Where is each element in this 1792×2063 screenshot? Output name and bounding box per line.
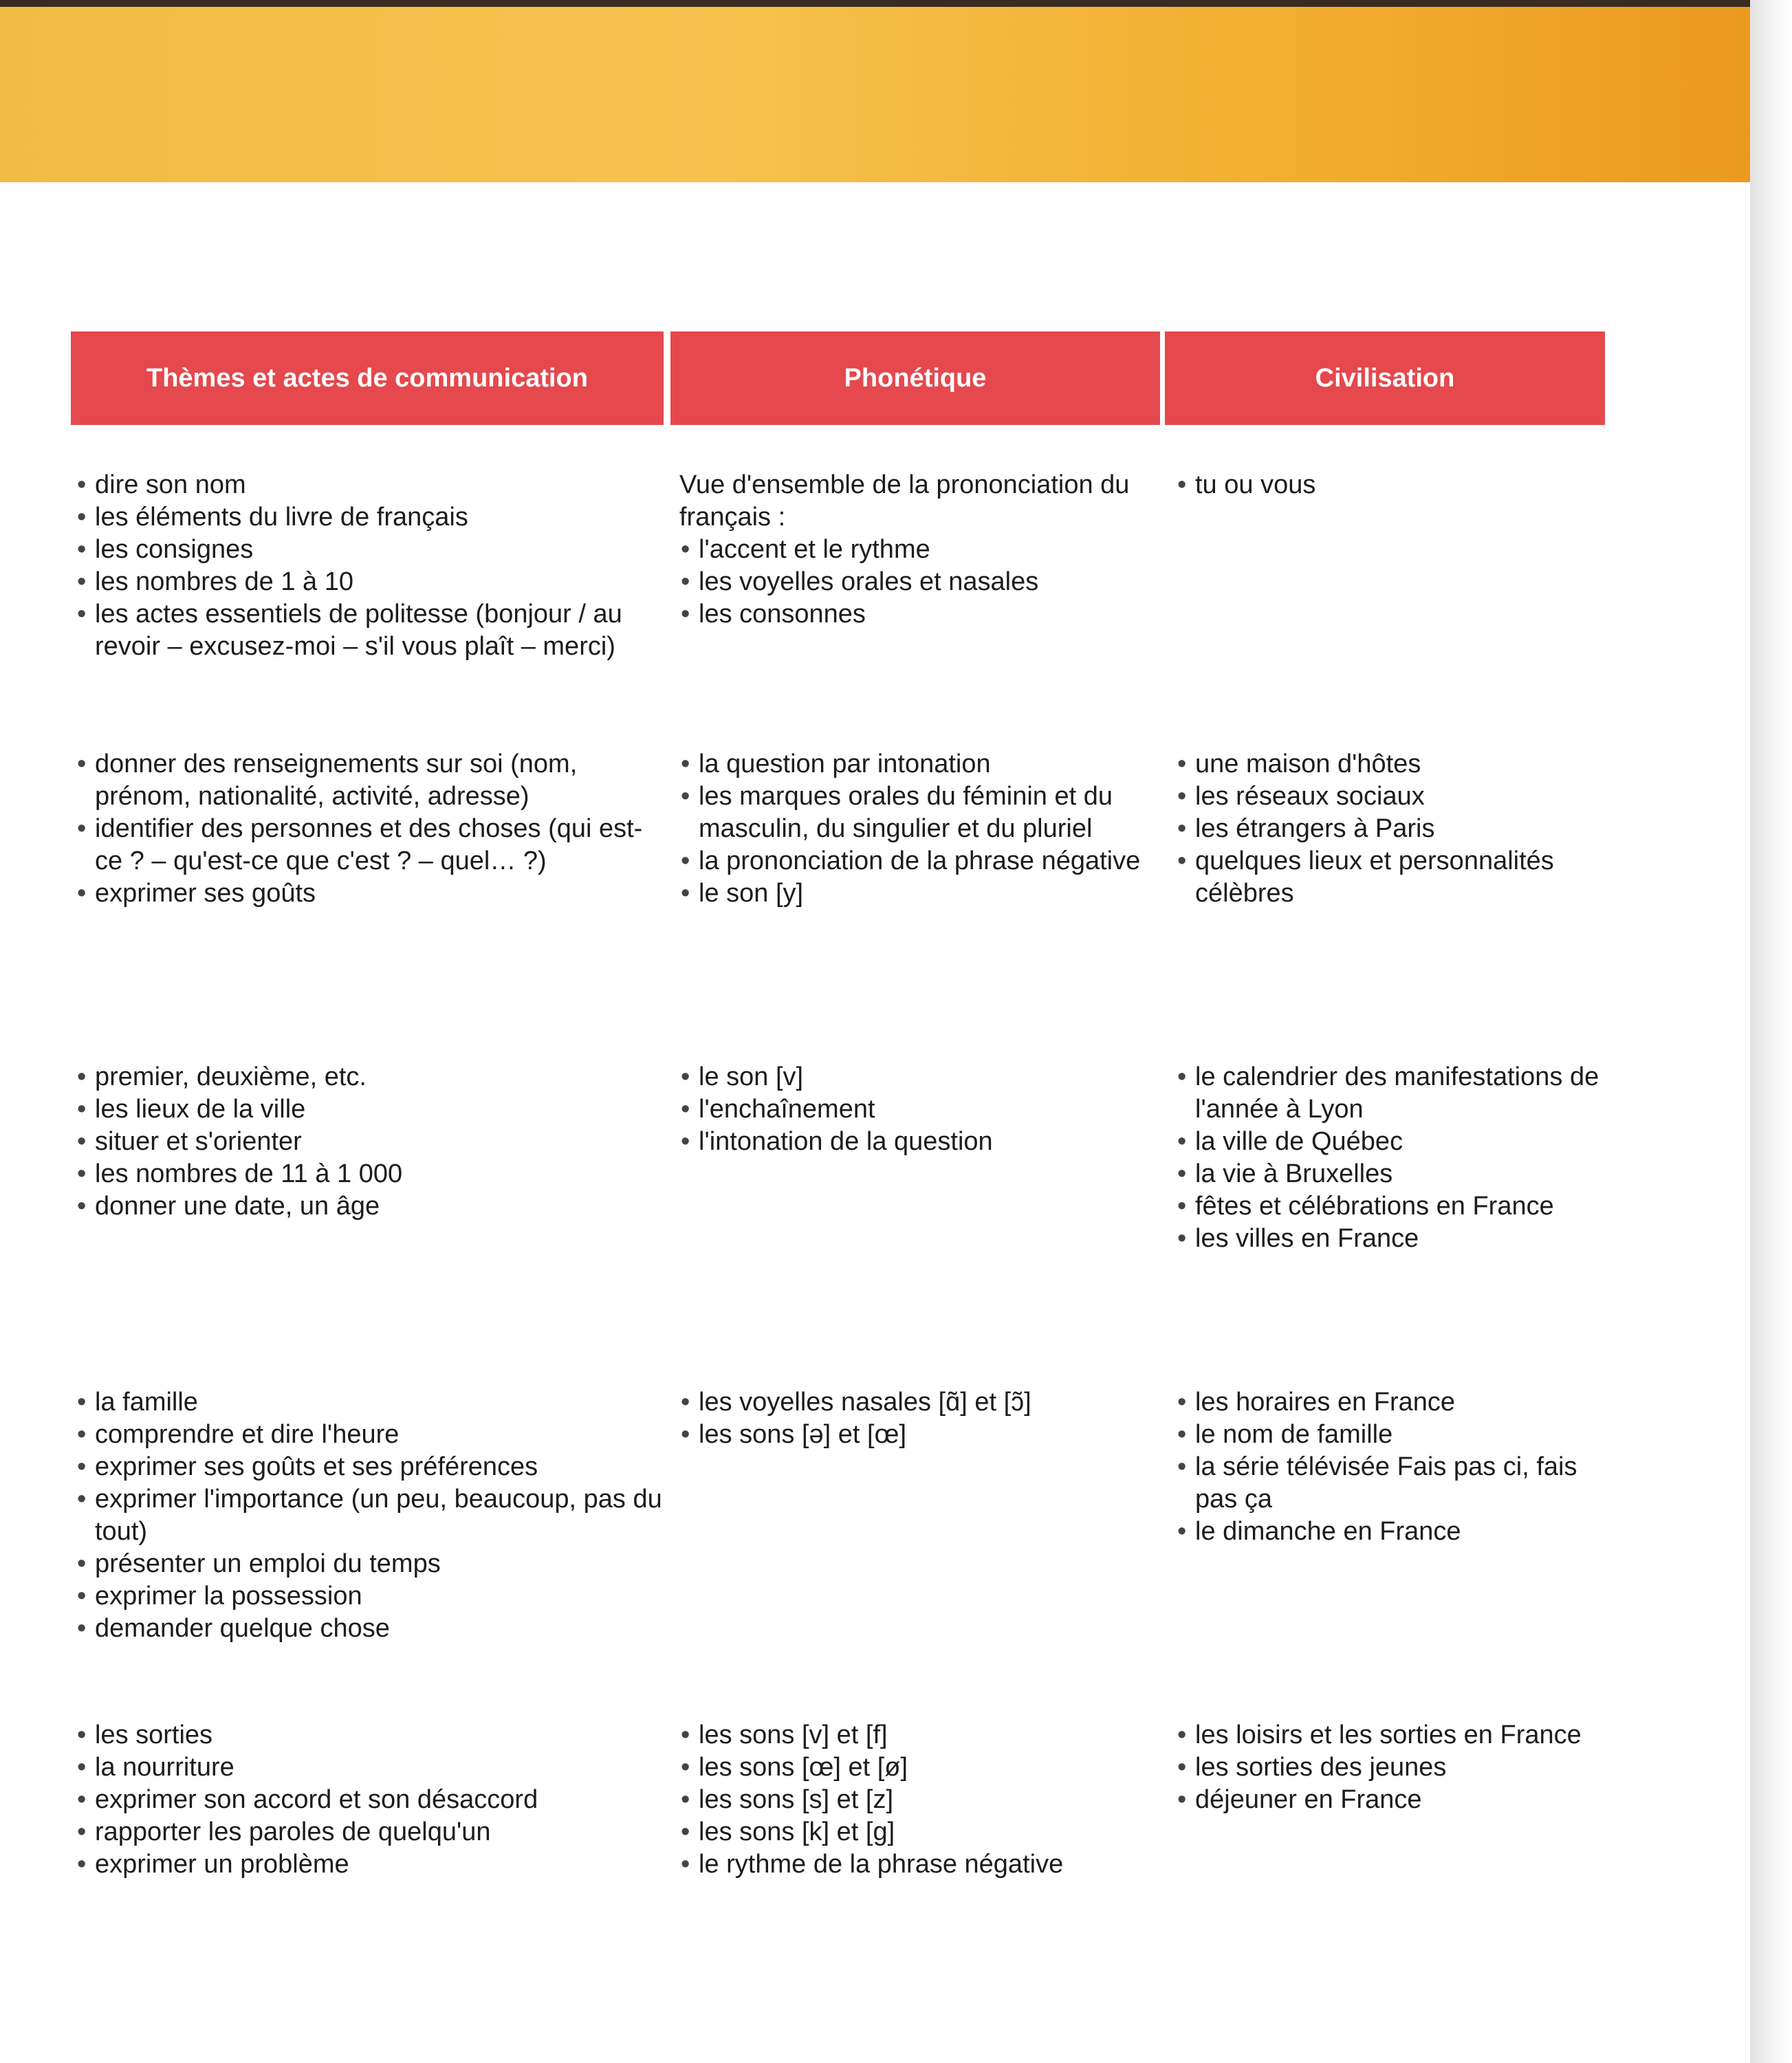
list-item: • premier, deuxième, etc.	[76, 1061, 667, 1093]
list-item: • la vie à Bruxelles	[1176, 1158, 1616, 1190]
row5-civilisation	[1176, 1719, 1616, 1816]
header-civilisation	[1165, 331, 1605, 425]
list-item: • les sons [œ] et [ø]	[679, 1751, 1161, 1784]
row1-themes	[76, 469, 667, 663]
header-themes-label: Thèmes et actes de communication	[146, 364, 588, 393]
list-item: • les sons [ə] et [œ]	[679, 1419, 1161, 1451]
list-item: • exprimer ses goûts et ses préférences	[76, 1451, 667, 1483]
list-item: • les étrangers à Paris	[1176, 813, 1616, 845]
list-item: • exprimer son accord et son désaccord	[76, 1784, 667, 1816]
list-item: • les marques orales du féminin et du masculin, du singulier et du pluriel	[679, 781, 1161, 845]
row4-civilisation	[1176, 1386, 1616, 1548]
list-item: • les sorties	[76, 1719, 667, 1751]
orange-header-band	[0, 7, 1750, 182]
list-item: • tu ou vous	[1176, 469, 1616, 501]
list-item: • le rythme de la phrase négative	[679, 1848, 1161, 1881]
row1-phonetique	[679, 469, 1161, 631]
header-phonetique	[670, 331, 1160, 425]
row3-phonetique	[679, 1061, 1161, 1158]
list-item: • la famille	[76, 1386, 667, 1419]
list-item: • les réseaux sociaux	[1176, 781, 1616, 813]
list-item: • le son [v]	[679, 1061, 1161, 1093]
list-item: • les voyelles orales et nasales	[679, 566, 1161, 598]
list-item: • situer et s'orienter	[76, 1126, 667, 1158]
list-item: • les horaires en France	[1176, 1386, 1616, 1419]
list-item: • les éléments du livre de français	[76, 501, 667, 534]
list-item: • le nom de famille	[1176, 1419, 1616, 1451]
list-item: • les lieux de la ville	[76, 1093, 667, 1126]
row2-civilisation	[1176, 748, 1616, 910]
list-item: • les voyelles nasales [ɑ̃] et [ɔ̃]	[679, 1386, 1161, 1419]
row3-civilisation	[1176, 1061, 1616, 1255]
list-item: • présenter un emploi du temps	[76, 1548, 667, 1580]
list-item: • les nombres de 11 à 1 000	[76, 1158, 667, 1190]
list-item: • la question par intonation	[679, 748, 1161, 781]
row4-phonetique	[679, 1386, 1161, 1451]
list-item: • identifier des personnes et des choses (qui est-ce ? – qu'est-ce que c'est ? – quel… ?)	[76, 813, 667, 877]
list-item: • rapporter les paroles de quelqu'un	[76, 1816, 667, 1848]
list-item: • les sons [k] et [g]	[679, 1816, 1161, 1848]
list-item: • les sorties des jeunes	[1176, 1751, 1616, 1784]
list-item: • l'enchaînement	[679, 1093, 1161, 1126]
list-item: • la nourriture	[76, 1751, 667, 1784]
list-item: • la ville de Québec	[1176, 1126, 1616, 1158]
list-item: • quelques lieux et personnalités célèbres	[1176, 845, 1616, 910]
row2-themes	[76, 748, 667, 910]
list-item: • une maison d'hôtes	[1176, 748, 1616, 781]
row2-phonetique	[679, 748, 1161, 910]
row3-themes	[76, 1061, 667, 1223]
top-rule	[0, 0, 1750, 7]
list-item: • donner des renseignements sur soi (nom, prénom, nationalité, activité, adresse)	[76, 748, 667, 813]
list-item: • les nombres de 1 à 10	[76, 566, 667, 598]
list-item: • demander quelque chose	[76, 1613, 667, 1645]
row1-civilisation	[1176, 469, 1616, 501]
page-edge-shadow	[1750, 0, 1792, 2063]
list-item: • déjeuner en France	[1176, 1784, 1616, 1816]
list-item: • l'accent et le rythme	[679, 534, 1161, 566]
list-item: • les consignes	[76, 534, 667, 566]
list-item: • exprimer ses goûts	[76, 877, 667, 910]
phonetique-intro: Vue d'ensemble de la prononciation du français :	[679, 470, 1130, 532]
list-item: • les consonnes	[679, 598, 1161, 631]
header-themes	[71, 331, 664, 425]
list-item: • l'intonation de la question	[679, 1126, 1161, 1158]
list-item: • les actes essentiels de politesse (bonjour / au revoir – excusez-moi – s'il vous plaît – merci)	[76, 598, 667, 663]
list-item: • les loisirs et les sorties en France	[1176, 1719, 1616, 1751]
list-item: • exprimer l'importance (un peu, beaucoup, pas du tout)	[76, 1483, 667, 1548]
list-item: • exprimer la possession	[76, 1580, 667, 1613]
list-item: • donner une date, un âge	[76, 1190, 667, 1223]
list-item: • exprimer un problème	[76, 1848, 667, 1881]
list-item: • fêtes et célébrations en France	[1176, 1190, 1616, 1223]
list-item: • dire son nom	[76, 469, 667, 501]
row5-phonetique	[679, 1719, 1161, 1881]
list-item: • comprendre et dire l'heure	[76, 1419, 667, 1451]
header-phonetique-label: Phonétique	[844, 364, 987, 393]
header-civilisation-label: Civilisation	[1315, 364, 1455, 393]
row5-themes	[76, 1719, 667, 1881]
list-item: • les sons [s] et [z]	[679, 1784, 1161, 1816]
list-item: • les sons [v] et [f]	[679, 1719, 1161, 1751]
list-item: • les villes en France	[1176, 1223, 1616, 1255]
row4-themes	[76, 1386, 667, 1645]
list-item: • la prononciation de la phrase négative	[679, 845, 1161, 877]
list-item: • la série télévisée Fais pas ci, fais pas ça	[1176, 1451, 1616, 1516]
list-item: • le dimanche en France	[1176, 1516, 1616, 1548]
list-item: • le son [y]	[679, 877, 1161, 910]
list-item: • le calendrier des manifestations de l'année à Lyon	[1176, 1061, 1616, 1126]
